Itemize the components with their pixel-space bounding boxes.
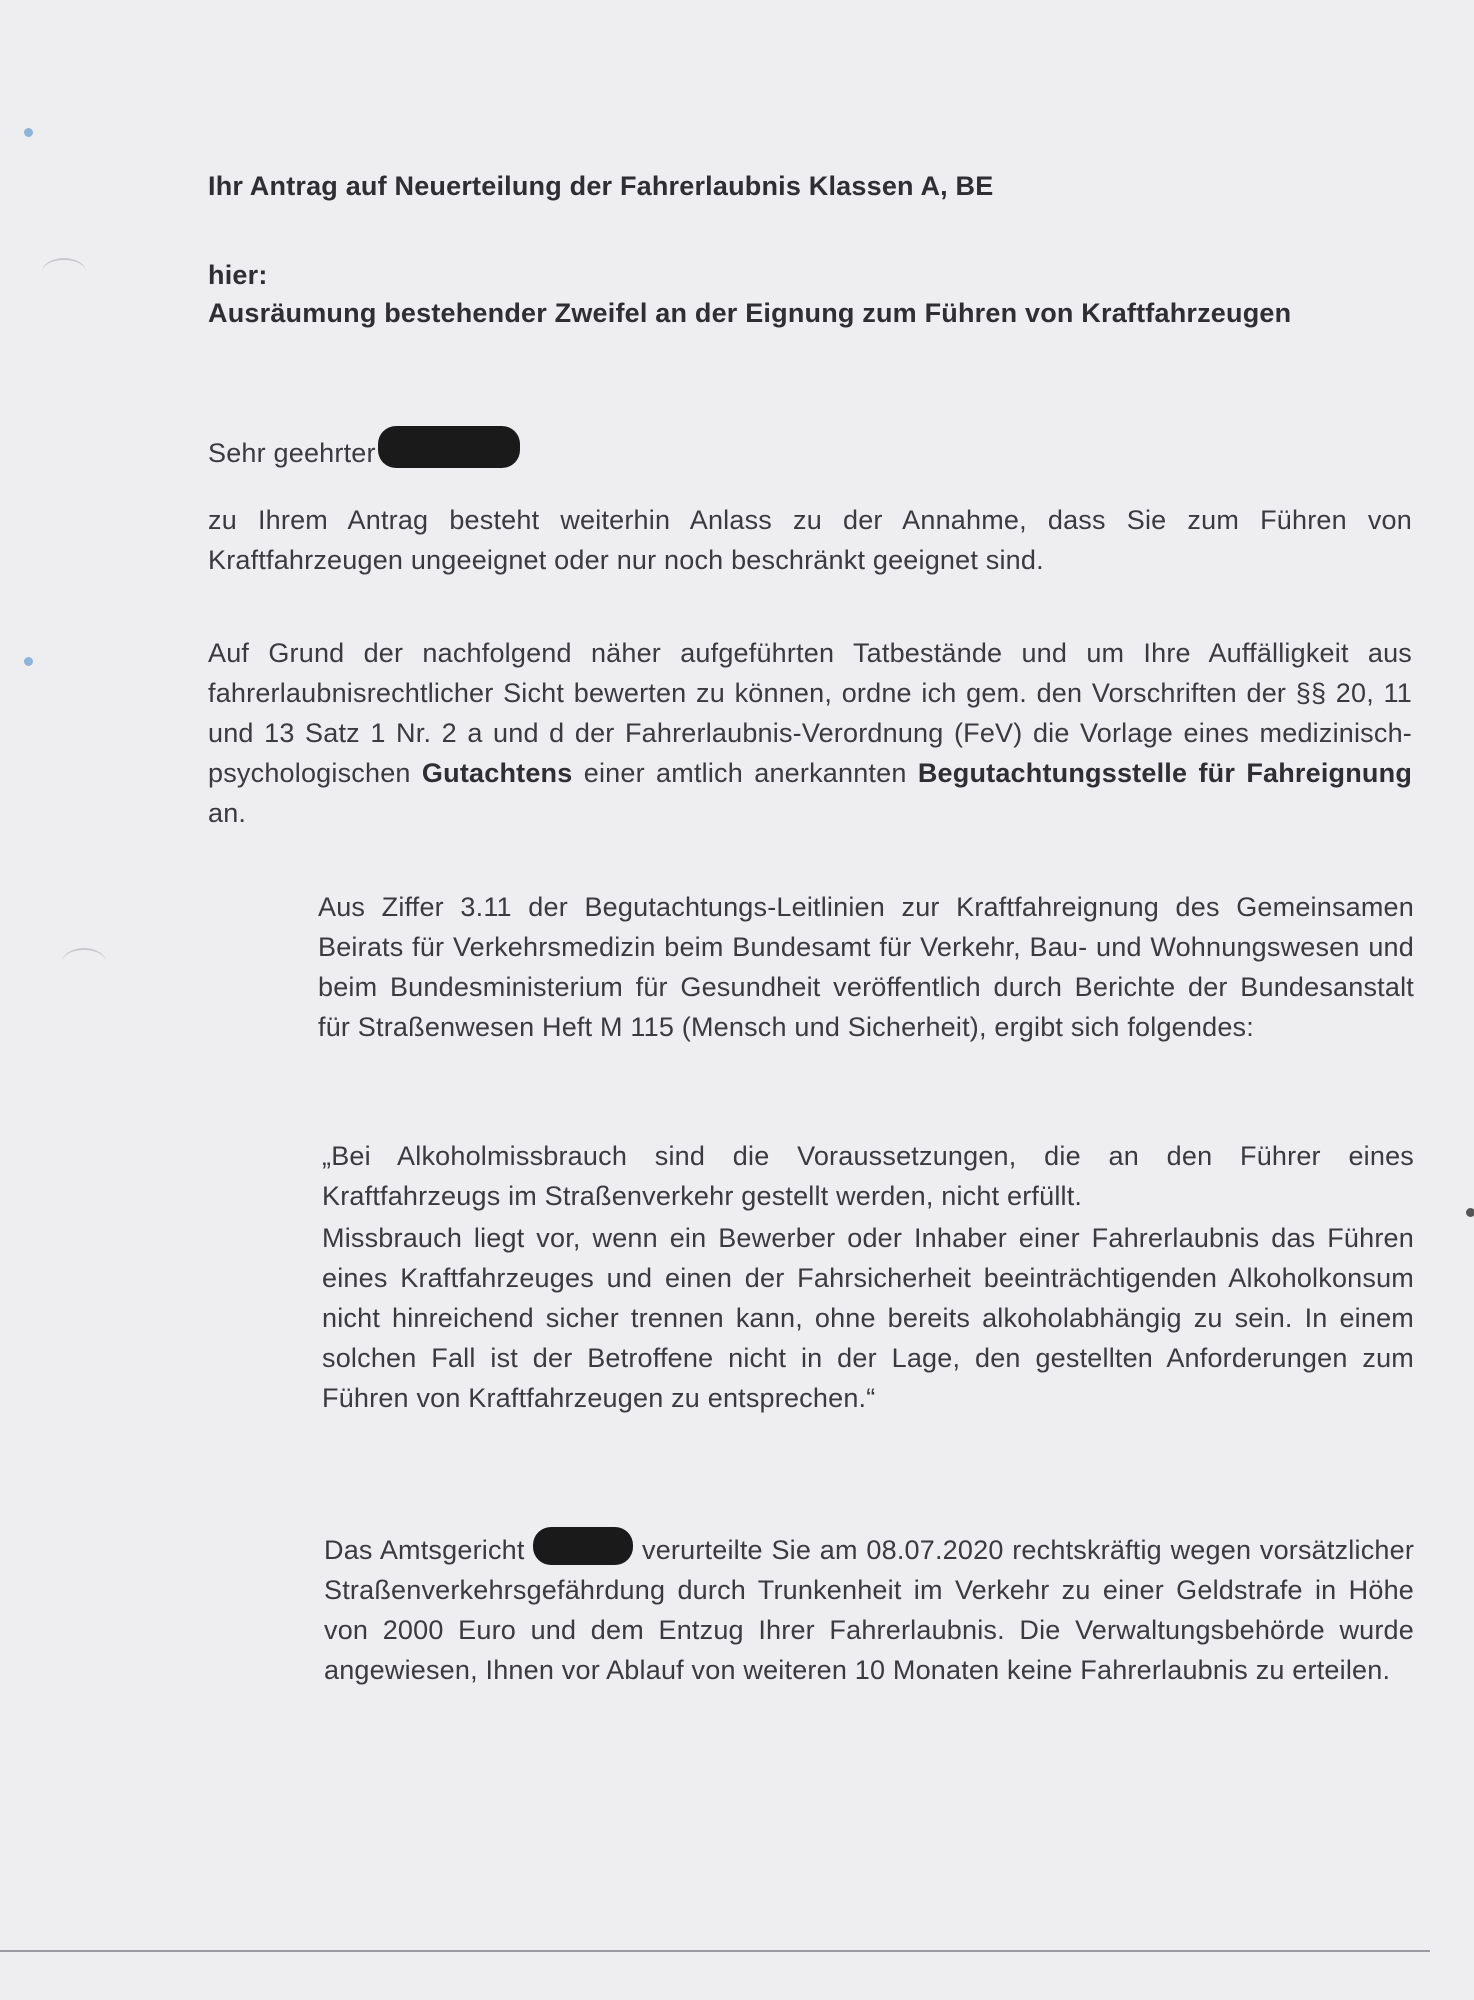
paragraph-verurteilung-text-2: verurteilte Sie am 08.07.2020 rechtskräftig wegen vorsätzlicher Straßenverkehrsgefährdung durch Trunkenheit im Verkehr zu einer Geldstrafe in Höhe von 2000 Euro und dem Entzug Ihrer Fahrerlaubnis. Die Verwaltungsbehörde wurde angewiesen, Ihnen vor Ablauf von weiteren 10 Monaten keine Fahrerlaubnis zu erteilen.	[324, 1535, 1415, 1685]
subject-detail-text: Ausräumung bestehender Zweifel an der Eignung zum Führen von Kraftfahrzeugen	[208, 298, 1292, 328]
scan-speck	[24, 657, 33, 666]
salutation-text: Sehr geehrter	[208, 438, 376, 468]
quotation-a	[322, 1136, 1414, 1216]
redacted-name	[378, 426, 520, 468]
paragraph-order	[208, 633, 1412, 833]
subject-detail	[208, 293, 1448, 333]
quotation-b	[322, 1218, 1414, 1418]
paragraph-order-bold-gutachtens: Gutachtens	[421, 758, 573, 788]
subject-hier-label: hier:	[208, 260, 268, 290]
quotation-a-text: „Bei Alkoholmissbrauch sind die Voraussetzungen, die an den Führer eines Kraftfahrzeugs im Straßenverkehr gestellt werden, nicht erfüllt.	[322, 1141, 1414, 1211]
quotation-b-text: Missbrauch liegt vor, wenn ein Bewerber oder Inhaber einer Fahrerlaubnis das Führen eines Kraftfahrzeuges und einen der Fahrsicherheit beeinträchtigenden Alkoholkonsum nicht hinreichend sicher trennen kann, ohne bereits alkoholabhängig zu sein. In einem solchen Fall ist der Betroffene nicht in der Lage, den gestellten Anforderungen zum Führen von Kraftfahrzeugen zu entsprechen.“	[322, 1223, 1414, 1413]
scan-speck	[1466, 1208, 1474, 1217]
paragraph-leitlinien-text: Aus Ziffer 3.11 der Begutachtungs-Leitlinien zur Kraftfahreignung des Gemeinsamen Beirats für Verkehrsmedizin beim Bundesamt für Verkehr, Bau- und Wohnungswesen und beim Bundesministerium für Gesundheit veröffentlich durch Berichte der Bundesanstalt für Straßenwesen Heft M 115 (Mensch und Sicherheit), ergibt sich folgendes:	[318, 892, 1414, 1042]
paragraph-leitlinien	[318, 887, 1414, 1047]
subject-title: Ihr Antrag auf Neuerteilung der Fahrerlaubnis Klassen A, BE	[208, 171, 994, 201]
punch-hole-mark	[62, 948, 106, 976]
paragraph-order-text-2: einer amtlich anerkannten	[583, 758, 907, 788]
scan-speck	[24, 128, 33, 137]
paragraph-verurteilung	[324, 1527, 1414, 1690]
redacted-court-location	[533, 1527, 633, 1565]
subject-hier	[208, 255, 408, 295]
paragraph-verurteilung-text-1: Das Amtsgericht	[324, 1535, 525, 1565]
paragraph-intro	[208, 500, 1412, 580]
subject-line	[208, 166, 1408, 206]
punch-hole-mark	[42, 258, 86, 286]
paragraph-order-bold-stelle: Begutachtungsstelle für Fahreignung	[917, 758, 1413, 788]
paragraph-order-text-3: an.	[208, 798, 247, 828]
paragraph-order-text: Auf Grund der nachfolgend näher aufgeführten Tatbestände und um Ihre Auffälligkeit aus fahrerlaubnisrechtlicher Sicht bewerten zu können, ordne ich gem. den Vorschriften der §§ 20, 11 und 13 Satz 1 Nr. 2 a und d der Fahrerlaubnis-Verordnung (FeV) die Vorlage eines medizinisch-psychologischen	[208, 638, 1412, 788]
salutation	[208, 426, 908, 473]
paragraph-intro-text: zu Ihrem Antrag besteht weiterhin Anlass zu der Annahme, dass Sie zum Führen von Kraftfahrzeugen ungeeignet oder nur noch beschränkt geeignet sind.	[208, 505, 1412, 575]
page-edge-line	[0, 1950, 1430, 1952]
